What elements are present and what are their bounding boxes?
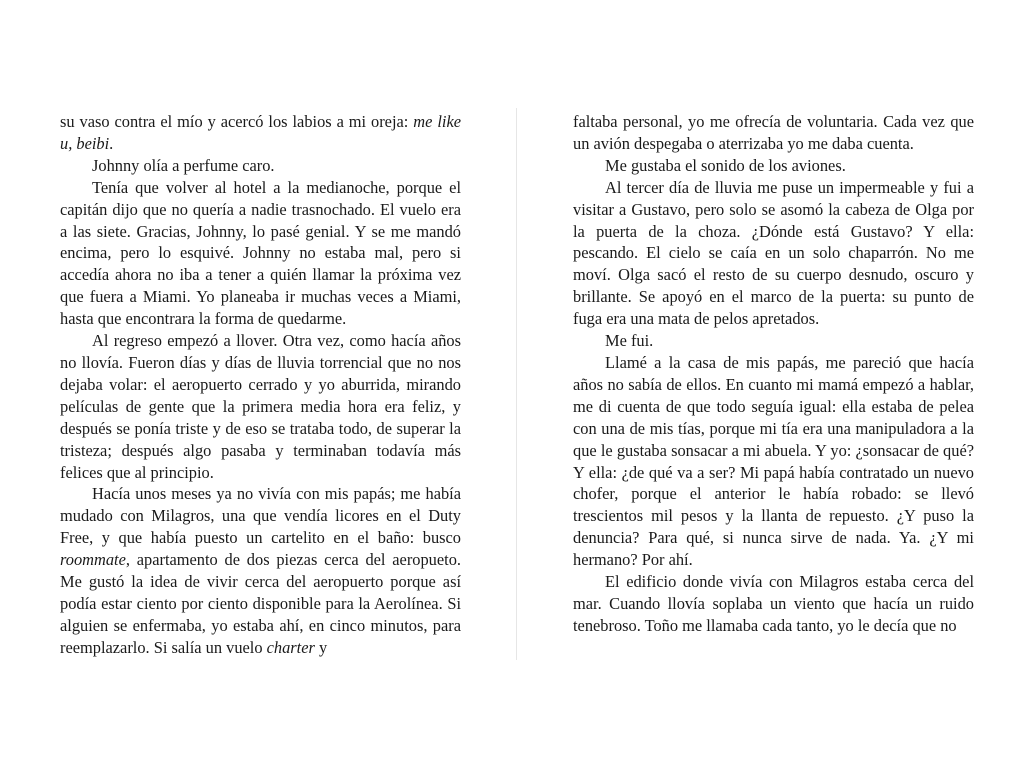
- right-page: [573, 111, 974, 637]
- text-run: y: [314, 637, 328, 657]
- text-run-italic: roommate: [60, 550, 126, 570]
- text-run-italic: me like u, beibi: [60, 112, 462, 153]
- page-divider: [516, 108, 517, 660]
- paragraph: [60, 155, 461, 177]
- text-run: Me gustaba el sonido de los aviones.: [605, 155, 846, 175]
- text-run: Al tercer día de lluvia me puse un impermeable y fui a visitar a Gustavo, pero solo se asomó la cabeza de Olga por la puerta de la choza. ¿Dónde está Gustavo? Y ella: pescando. El cielo se caía en un solo chaparrón. No me moví. Olga sacó el resto de su cuerpo desnudo, oscuro y brillante. Se apoyó en el marco de la puerta: su punto de fuga era una mata de pelos apretados.: [573, 177, 974, 329]
- text-run: Me fui.: [605, 331, 654, 351]
- paragraph: [573, 571, 974, 637]
- text-run: Johnny olía a perfume caro.: [92, 155, 275, 175]
- text-run: .: [109, 133, 114, 153]
- paragraph: [573, 155, 974, 177]
- paragraph: [60, 330, 461, 483]
- paragraph: [60, 483, 461, 658]
- paragraph: [60, 177, 461, 330]
- text-run: Hacía unos meses ya no vivía con mis papás; me había mudado con Milagros, una que vendía licores en el Duty Free, y que había puesto un cartelito en el baño: busco: [60, 484, 461, 548]
- text-run: , apartamento de dos piezas cerca del aeropueto. Me gustó la idea de vivir cerca del aeropuerto porque así podía estar ciento por ciento disponible para la Aerolínea. Si alguien se enfermaba, yo estaba ahí, en cinco minutos, para reemplazarlo. Si salía un vuelo: [60, 550, 461, 657]
- text-run-italic: charter: [266, 637, 315, 657]
- text-run: Al regreso empezó a llover. Otra vez, como hacía años no llovía. Fueron días y días de lluvia torrencial que no nos dejaba volar: el aeropuerto cerrado y yo aburrida, mirando películas de gente que la primera media hora era feliz, y después se ponía triste y de eso se trataba todo, de superar la tristeza; después algo pasaba y terminaban todavía más felices que al principio.: [60, 331, 461, 482]
- paragraph: [573, 177, 974, 330]
- text-run: Tenía que volver al hotel a la medianoche, porque el capitán dijo que no quería a nadie trasnochado. El vuelo era a las siete. Gracias, Johnny, lo pasé genial. Y se me mandó encima, pero lo esquivé. Johnny no estaba mal, pero si accedía ahora no iba a tener a quién llamar la próxima vez que fuera a Miami. Yo planeaba ir muchas veces a Miami, hasta que encontrara la forma de quedarme.: [60, 177, 461, 329]
- paragraph: [573, 352, 974, 571]
- paragraph: [573, 111, 974, 155]
- paragraph: [60, 111, 461, 155]
- paragraph: [573, 330, 974, 352]
- text-run: su vaso contra el mío y acercó los labios a mi oreja:: [60, 112, 414, 131]
- text-run: Llamé a la casa de mis papás, me pareció que hacía años no sabía de ellos. En cuanto mi mamá empezó a hablar, me di cuenta de que todo seguía igual: ella estaba de pelea con una de mis tías, porque mi tía era una manipuladora a la que le gustaba sonsacar a mi abuela. Y yo: ¿sonsacar de qué? Y ella: ¿de qué va a ser? Mi papá había contratado un nuevo chofer, porque el anterior le había robado: se llevó trescientos mil pesos y la llanta de repuesto. ¿Y puso la denuncia? Para qué, si nunca sirve de nada. Ya. ¿Y mi hermano? Por ahí.: [573, 352, 974, 570]
- text-run: El edificio donde vivía con Milagros estaba cerca del mar. Cuando llovía soplaba un viento que hacía un ruido tenebroso. Toño me llamaba cada tanto, yo le decía que no: [573, 572, 974, 635]
- left-page: [60, 111, 461, 659]
- text-run: faltaba personal, yo me ofrecía de voluntaria. Cada vez que un avión despegaba o aterrizaba yo me daba cuenta.: [573, 112, 974, 153]
